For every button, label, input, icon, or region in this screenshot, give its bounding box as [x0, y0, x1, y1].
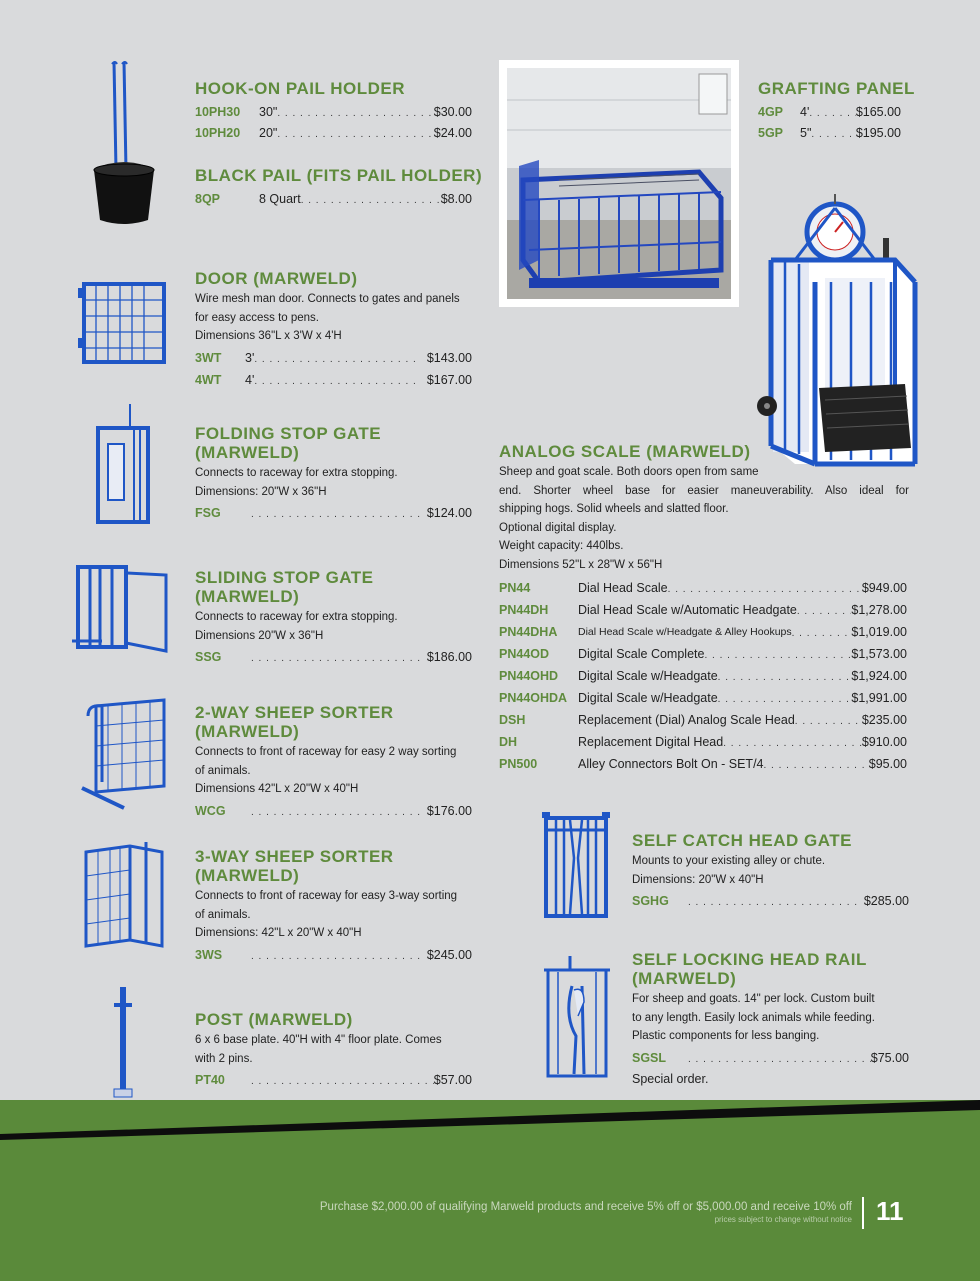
three-way-sorter-description: Connects to front of raceway for easy 3-way sorting of animals. Dimensions: 42"L x 20"W x 40"H — [195, 890, 458, 940]
sliding-stop-gate-description: Connects to raceway for extra stopping. Dimensions 20"W x 36"H — [195, 611, 398, 642]
sliding-stop-gate-title: SLIDING STOP GATE (MARWELD) — [195, 568, 374, 606]
self-locking-head-rail-description: For sheep and goats. 14" per lock. Custom built to any length. Easily lock animals while feeding. Plastic components for less banging. — [632, 993, 875, 1043]
price-row: PN44OHD Digital Scale w/Headgate . . . $1,924.00 — [499, 668, 907, 686]
footer-divider — [862, 1197, 864, 1229]
price-row: SSG . . . $186.00 — [195, 649, 472, 667]
price-row: 4WT 4' . . . $167.00 — [195, 372, 472, 390]
footer-notice: prices subject to change without notice — [714, 1215, 852, 1224]
price-row: PN44OHDA Digital Scale w/Headgate . . . $1,991.00 — [499, 690, 907, 708]
price-row: 5GP 5" . . . $195.00 — [758, 125, 901, 143]
price-row: DSH Replacement (Dial) Analog Scale Head . . . $235.00 — [499, 712, 907, 730]
post-image — [108, 985, 140, 1101]
self-catch-head-gate-title: SELF CATCH HEAD GATE — [632, 831, 852, 850]
price-row: 4GP 4' . . . $165.00 — [758, 104, 901, 122]
self-locking-head-rail-title: SELF LOCKING HEAD RAIL (MARWELD) — [632, 950, 867, 988]
analog-scale-title: ANALOG SCALE (MARWELD) — [499, 442, 751, 461]
two-way-sorter-description: Connects to front of raceway for easy 2 way sorting of animals. Dimensions 42"L x 20"W x 40"H — [195, 746, 457, 796]
door-image — [78, 278, 170, 368]
price-row: 3WS . . . $245.00 — [195, 947, 472, 965]
two-way-sorter-title: 2-WAY SHEEP SORTER (MARWELD) — [195, 703, 394, 741]
price-row: SGHG . . . $285.00 — [632, 893, 909, 911]
price-row: 10PH20 20" . . . $24.00 — [195, 125, 472, 143]
price-row: PN44DHA Dial Head Scale w/Headgate & Alley Hookups . . . $1,019.00 — [499, 624, 907, 642]
door-description: Wire mesh man door. Connects to gates and panels for easy access to pens. Dimensions 36"L x 3'W x 4'H — [195, 293, 460, 343]
folding-stop-gate-image — [94, 404, 154, 528]
folding-stop-gate-description: Connects to raceway for extra stopping. Dimensions: 20"W x 36"H — [195, 467, 398, 498]
price-row: 10PH30 30" . . . $30.00 — [195, 104, 472, 122]
price-row: PN500 Alley Connectors Bolt On - SET/4 . . . $95.00 — [499, 756, 907, 774]
footer — [0, 1100, 980, 1281]
pail-holder-image — [88, 60, 168, 230]
sliding-stop-gate-image — [72, 563, 172, 657]
price-row: 8QP 8 Quart . . . $8.00 — [195, 191, 472, 209]
post-description: 6 x 6 base plate. 40"H with 4" floor plate. Comes with 2 pins. — [195, 1034, 442, 1065]
price-row: PN44DH Dial Head Scale w/Automatic Headgate . . . $1,278.00 — [499, 602, 907, 620]
two-way-sorter-image — [78, 696, 170, 812]
page-number: 11 — [876, 1196, 904, 1226]
price-row: PT40 . . . $57.00 — [195, 1072, 472, 1090]
price-row: WCG . . . $176.00 — [195, 803, 472, 821]
analog-scale-image — [755, 188, 925, 474]
analog-scale-description: Sheep and goat scale. Both doors open from same end. Shorter wheel base for easier maneuverability. Also ideal for shipping hogs. Solid wheels and slatted floor. Optional digital display. Weight capacity: 440lbs. Dimensions 52"L x 28"W x 56"H — [499, 466, 909, 571]
self-locking-head-rail-image — [544, 956, 610, 1082]
three-way-sorter-title: 3-WAY SHEEP SORTER (MARWELD) — [195, 847, 394, 885]
price-row: 3WT 3' . . . $143.00 — [195, 350, 472, 368]
pail-holder-title: HOOK-ON PAIL HOLDER — [195, 79, 406, 98]
price-row: PN44OD Digital Scale Complete . . . $1,573.00 — [499, 646, 907, 664]
price-row: DH Replacement Digital Head . . . $910.00 — [499, 734, 907, 752]
special-order-note: Special order. — [632, 1072, 709, 1086]
three-way-sorter-image — [80, 842, 168, 956]
self-catch-head-gate-image — [540, 808, 612, 922]
grafting-panel-photo — [499, 60, 739, 307]
self-catch-head-gate-description: Mounts to your existing alley or chute. Dimensions: 20"W x 40"H — [632, 855, 826, 886]
price-row: PN44 Dial Head Scale . . . $949.00 — [499, 580, 907, 598]
footer-promo: Purchase $2,000.00 of qualifying Marweld products and receive 5% off or $5,000.00 and receive 10% off — [319, 1201, 852, 1213]
post-title: POST (MARWELD) — [195, 1010, 353, 1029]
door-title: DOOR (MARWELD) — [195, 269, 358, 288]
black-pail-title: BLACK PAIL (FITS PAIL HOLDER) — [195, 166, 483, 185]
price-row: SGSL . . . $75.00 — [632, 1050, 909, 1068]
folding-stop-gate-title: FOLDING STOP GATE (MARWELD) — [195, 424, 382, 462]
price-row: FSG . . . $124.00 — [195, 505, 472, 523]
grafting-panel-title: GRAFTING PANEL — [758, 79, 915, 98]
